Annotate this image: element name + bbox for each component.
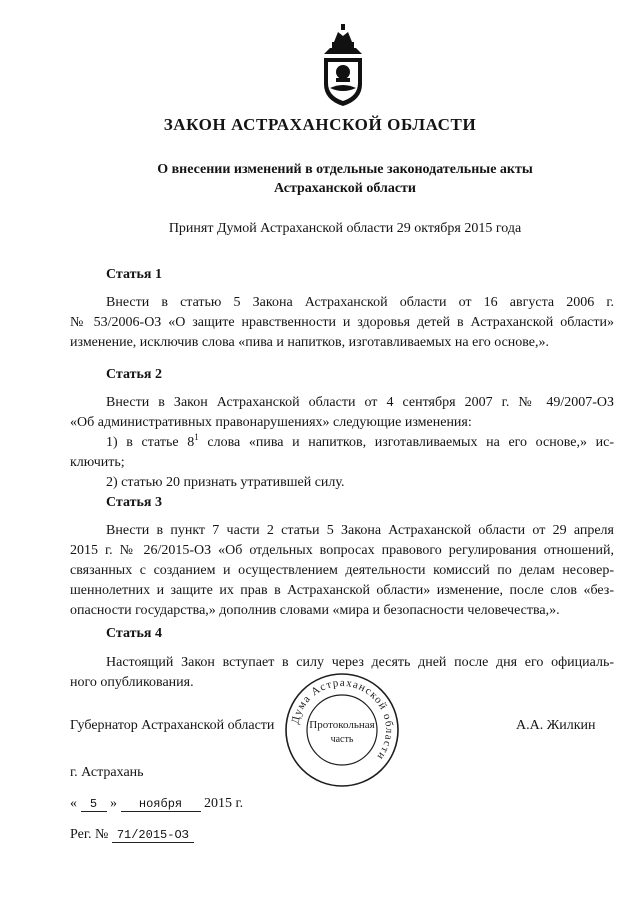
article-1-text bbox=[70, 293, 614, 353]
article-2-text bbox=[70, 393, 614, 493]
date-month: ноября bbox=[121, 797, 201, 812]
article-4-line-2: ного опубликования. bbox=[70, 675, 194, 690]
subtitle-line-2: Астраханской области bbox=[273, 181, 417, 196]
date-open-quote: « bbox=[70, 796, 77, 811]
article-2-item-1-continued: ключить; bbox=[70, 455, 125, 470]
article-2-line-2: «Об административных правонарушениях» следующие изменения: bbox=[70, 415, 472, 430]
city-label: г. Астрахань bbox=[70, 765, 144, 780]
article-3-line-1: Внести в пункт 7 части 2 статьи 5 Закона Астраханской области от 29 апреля bbox=[106, 523, 614, 538]
signatory-position: Губернатор Астраханской области bbox=[70, 718, 275, 733]
article-3-line-4: шеннолетних и защите их прав в Астраханской области» изменение, после слов «без- bbox=[70, 583, 614, 598]
registration-value: 71/2015-ОЗ bbox=[112, 828, 194, 843]
article-1-heading: Статья 1 bbox=[106, 267, 162, 282]
document-subtitle bbox=[60, 160, 630, 198]
registration-number bbox=[70, 827, 194, 843]
stamp-center-line-1: Протокольная bbox=[309, 719, 375, 731]
article-3-heading: Статья 3 bbox=[106, 495, 162, 510]
signing-date bbox=[70, 796, 243, 812]
article-2-line-1: Внести в Закон Астраханской области от 4 сентября 2007 г. № 49/2007-ОЗ bbox=[106, 395, 614, 410]
article-3-text bbox=[70, 521, 614, 621]
date-close-quote: » bbox=[110, 796, 117, 811]
article-1-line-1: Внести в статью 5 Закона Астраханской области от 16 августа 2006 г. bbox=[106, 295, 614, 310]
date-day: 5 bbox=[81, 797, 107, 812]
stamp-center-line-2: часть bbox=[330, 734, 354, 745]
signatory-name: А.А. Жилкин bbox=[516, 718, 596, 733]
article-3-line-2: 2015 г. № 26/2015-ОЗ «Об отдельных вопросах правового регулирования отношений, bbox=[70, 543, 614, 558]
article-2-item-1-pre: 1) в статье 8 bbox=[106, 435, 195, 450]
article-2-item-1-post: слова «пива и напитков, изготавливаемых на его основе,» ис- bbox=[198, 435, 614, 450]
date-year: 2015 г. bbox=[204, 796, 244, 811]
article-3-line-3: связанных с созданием и осуществлением деятельности комиссий по делам несовер- bbox=[70, 563, 614, 578]
article-4-heading: Статья 4 bbox=[106, 626, 162, 641]
article-3-line-5: опасности государства,» дополнив словами «мира и безопасности человечества,». bbox=[70, 603, 560, 618]
article-2-heading: Статья 2 bbox=[106, 367, 162, 382]
subtitle-line-1: О внесении изменений в отдельные законодательные акты bbox=[157, 162, 533, 177]
registration-label: Рег. № bbox=[70, 827, 109, 842]
article-1-line-3: изменение, исключив слова «пива и напитков, изготавливаемых на его основе,». bbox=[70, 335, 550, 350]
stamp-ring-text: Дума Астраханской области bbox=[289, 676, 396, 763]
coat-of-arms-icon bbox=[318, 20, 368, 108]
official-stamp bbox=[282, 670, 402, 790]
article-2-item-2: 2) статью 20 признать утратившей силу. bbox=[106, 475, 345, 490]
article-1-line-2: № 53/2006-ОЗ «О защите нравственности и здоровья детей в Астраханской области» bbox=[70, 315, 614, 330]
adoption-note: Принят Думой Астраханской области 29 октября 2015 года bbox=[168, 221, 522, 236]
article-2-item-1-sup: 1 bbox=[194, 432, 199, 442]
article-2-item-1 bbox=[70, 433, 614, 453]
document-title: ЗАКОН АСТРАХАНСКОЙ ОБЛАСТИ bbox=[163, 115, 477, 134]
article-4-line-1: Настоящий Закон вступает в силу через десять дней после дня его официаль- bbox=[106, 655, 614, 670]
